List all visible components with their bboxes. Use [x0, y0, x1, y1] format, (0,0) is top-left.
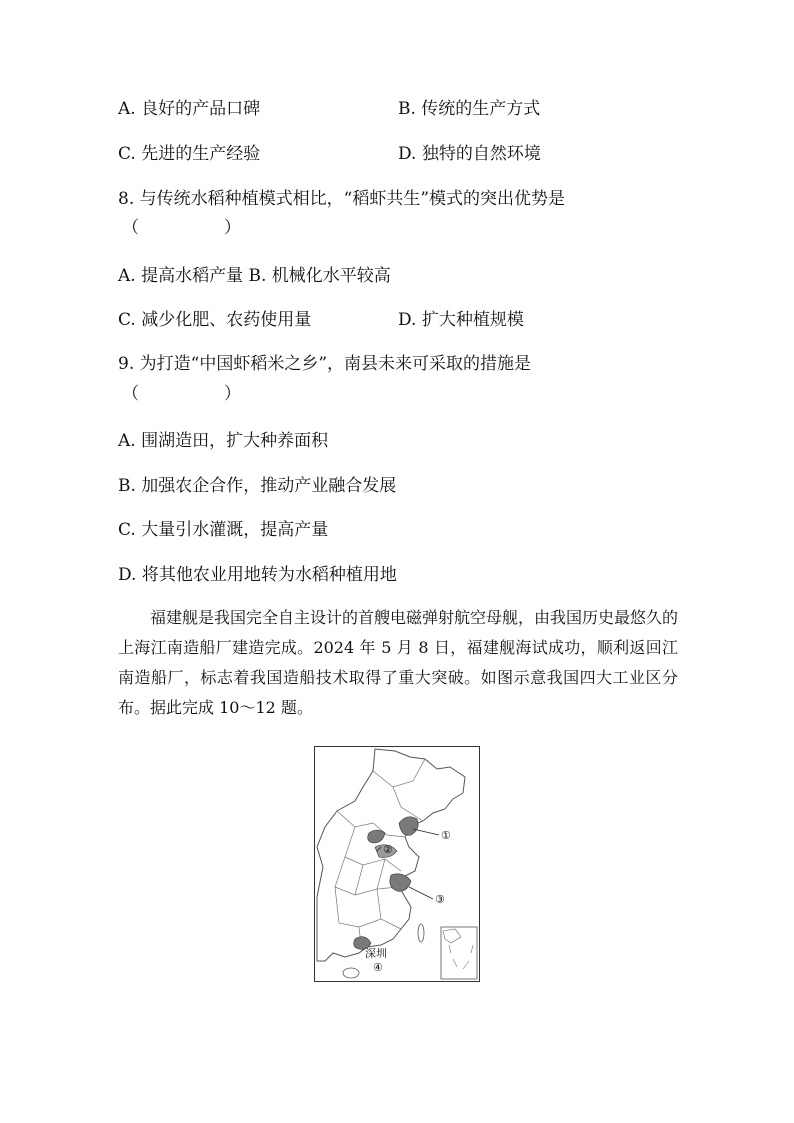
q8-stem — [118, 188, 565, 210]
q9-option-a: A. 围湖造田，扩大种养面积 — [118, 431, 329, 451]
q9-option-c: C. 大量引水灌溉，提高产量 — [118, 520, 329, 540]
passage-text: 福建舰是我国完全自主设计的首艘电磁弹射航空母舰，由我国历史最悠久的上海江南造船厂建造完成。2024 年 5 月 8 日，福建舰海试成功，顺利返回江南造船厂，标志着我国造船技术取得了重大突破。如图示意我国四大工业区分布。据此完成 10～12 题。 — [118, 608, 679, 717]
q9-option-d: D. 将其他农业用地转为水稻种植用地 — [118, 565, 397, 585]
map-city-shenzhen: 深圳 — [365, 947, 387, 960]
q8-option-c: C. 减少化肥、农药使用量 — [118, 310, 312, 330]
leader-line-3 — [409, 887, 433, 899]
q8-answer-bracket: （ ） — [122, 218, 241, 238]
q9-stem: 9. 为打造“中国虾稻米之乡”，南县未来可采取的措施是 — [118, 354, 532, 374]
map-label-2: ② — [383, 843, 393, 856]
hainan-island — [343, 968, 359, 978]
q7-option-b: B. 传统的生产方式 — [398, 99, 541, 119]
taiwan-island — [418, 924, 424, 942]
china-map-svg — [315, 747, 479, 981]
map-label-1: ① — [441, 829, 451, 842]
map-label-4: ④ — [373, 961, 383, 974]
map-label-3: ③ — [435, 893, 445, 906]
q8-option-d: D. 扩大种植规模 — [398, 310, 524, 330]
q7-option-c: C. 先进的生产经验 — [118, 144, 261, 164]
industrial-zones-map — [314, 746, 480, 982]
q9-option-b: B. 加强农企合作，推动产业融合发展 — [118, 476, 397, 496]
reading-passage — [118, 603, 678, 723]
q8-stem-text: 8. 与传统水稻种植模式相比，“稻虾共生”模式的突出优势是 — [118, 189, 566, 209]
q9-answer-bracket: （ ） — [122, 384, 241, 404]
q8-option-ab: A. 提高水稻产量 B. 机械化水平较高 — [118, 266, 391, 286]
q7-option-d: D. 独特的自然环境 — [398, 144, 541, 164]
leader-line-1 — [413, 829, 439, 835]
region-3-huning — [390, 874, 411, 891]
q7-option-a: A. 良好的产品口碑 — [118, 99, 261, 119]
